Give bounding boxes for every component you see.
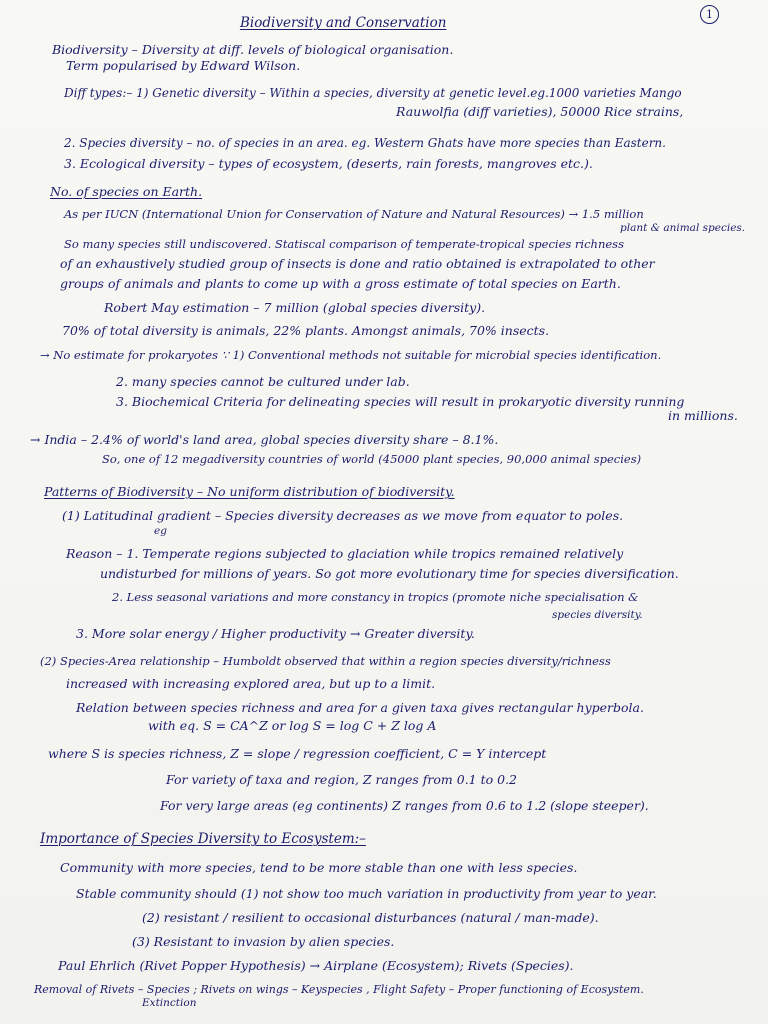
section-heading: No. of species on Earth. — [50, 184, 203, 199]
note-line: (2) resistant / resilient to occasional disturbances (natural / man-made). — [142, 910, 599, 925]
note-line: Reason – 1. Temperate regions subjected to glaciation while tropics remained relatively — [66, 546, 624, 561]
note-line: Robert May estimation – 7 million (global species diversity). — [104, 300, 486, 315]
note-line: Term popularised by Edward Wilson. — [66, 58, 301, 73]
note-line: plant & animal species. — [620, 222, 746, 234]
note-line: Paul Ehrlich (Rivet Popper Hypothesis) → Airplane (Ecosystem); Rivets (Species). — [58, 958, 574, 973]
section-heading: Importance of Species Diversity to Ecosystem:– — [40, 831, 366, 847]
page-number: 1 — [700, 5, 719, 24]
note-line: (2) Species-Area relationship – Humboldt observed that within a region species diversity/richness — [40, 654, 611, 668]
note-line: → No estimate for prokaryotes ∵ 1) Conventional methods not suitable for microbial species identification. — [40, 348, 662, 362]
note-line: For very large areas (eg continents) Z ranges from 0.6 to 1.2 (slope steeper). — [160, 798, 649, 813]
note-line: So, one of 12 megadiversity countries of world (45000 plant species, 90,000 animal species) — [102, 452, 642, 466]
note-line: of an exhaustively studied group of insects is done and ratio obtained is extrapolated to other — [60, 256, 655, 271]
note-line: groups of animals and plants to come up with a gross estimate of total species on Earth. — [60, 276, 621, 291]
note-line: 2. many species cannot be cultured under lab. — [116, 374, 410, 389]
note-line: undisturbed for millions of years. So got more evolutionary time for species diversification. — [100, 566, 679, 581]
definition-line: Biodiversity – Diversity at diff. levels of biological organisation. — [52, 42, 454, 57]
note-line: As per IUCN (International Union for Conservation of Nature and Natural Resources) → 1.5 million — [64, 207, 644, 221]
page-title: Biodiversity and Conservation — [240, 15, 447, 31]
equation-line: with eq. S = CA^Z or log S = log C + Z log A — [148, 718, 437, 733]
note-line: 70% of total diversity is animals, 22% plants. Amongst animals, 70% insects. — [62, 323, 550, 338]
section-heading: Patterns of Biodiversity – No uniform distribution of biodiversity. — [44, 484, 455, 499]
note-line: 3. Biochemical Criteria for delineating species will result in prokaryotic diversity running — [116, 394, 685, 409]
note-line: where S is species richness, Z = slope / regression coefficient, C = Y intercept — [48, 746, 547, 761]
note-line: Stable community should (1) not show too much variation in productivity from year to year. — [76, 886, 657, 901]
note-line: eg — [154, 525, 167, 537]
note-line: For variety of taxa and region, Z ranges from 0.1 to 0.2 — [166, 772, 517, 787]
note-line: increased with increasing explored area, but up to a limit. — [66, 676, 436, 691]
note-line: Relation between species richness and area for a given taxa gives rectangular hyperbola. — [76, 700, 644, 715]
note-line: (3) Resistant to invasion by alien species. — [132, 934, 395, 949]
note-line: So many species still undiscovered. Statiscal comparison of temperate-tropical species richness — [64, 237, 624, 251]
note-line: Removal of Rivets – Species ; Rivets on wings – Keyspecies , Flight Safety – Proper functioning of Ecosystem. — [34, 983, 644, 996]
note-line: Extinction — [142, 997, 197, 1009]
note-line: (1) Latitudinal gradient – Species diversity decreases as we move from equator to poles. — [62, 508, 624, 523]
note-line: Community with more species, tend to be more stable than one with less species. — [60, 860, 578, 875]
note-line: Rauwolfia (diff varieties), 50000 Rice strains, — [396, 104, 684, 119]
note-line: 3. Ecological diversity – types of ecosystem, (deserts, rain forests, mangroves etc.). — [64, 156, 593, 171]
note-line: → India – 2.4% of world's land area, global species diversity share – 8.1%. — [30, 432, 499, 447]
note-line: 2. Less seasonal variations and more constancy in tropics (promote niche specialisation & — [112, 590, 639, 604]
note-line: Diff types:– 1) Genetic diversity – Within a species, diversity at genetic level.eg.1000 varieties Mango — [64, 86, 682, 100]
note-line: in millions. — [668, 408, 738, 423]
note-line: 3. More solar energy / Higher productivity → Greater diversity. — [76, 626, 475, 641]
note-line: species diversity. — [552, 609, 643, 621]
note-line: 2. Species diversity – no. of species in an area. eg. Western Ghats have more species than Eastern. — [64, 136, 666, 150]
